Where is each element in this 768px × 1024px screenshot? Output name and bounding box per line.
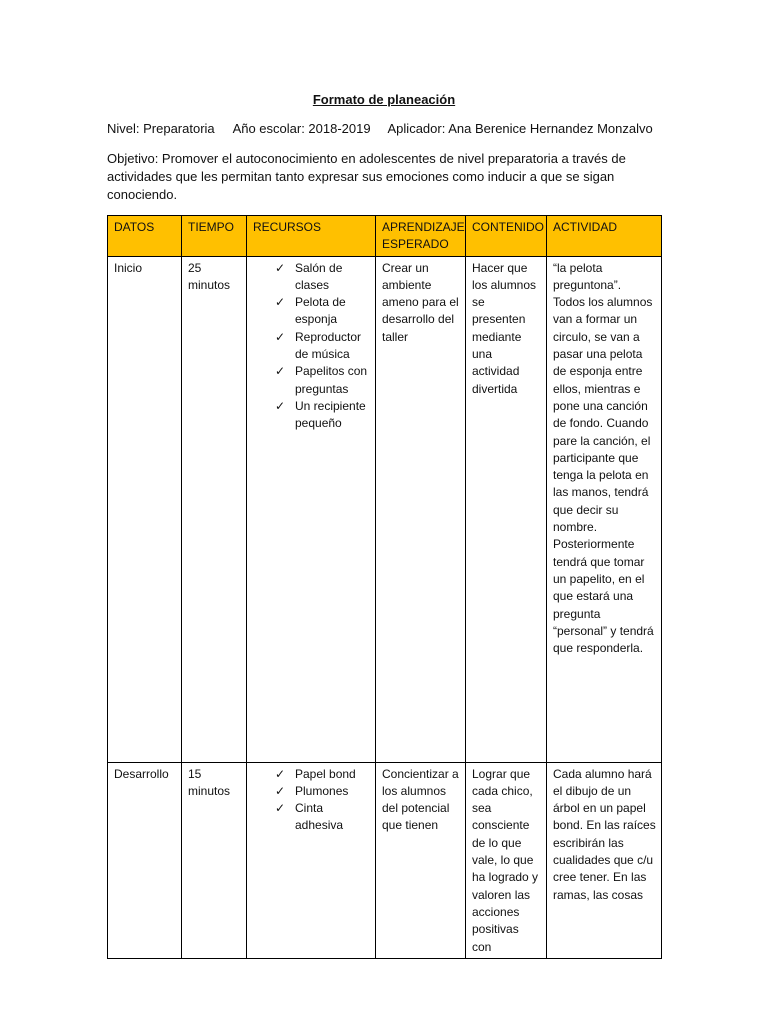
nivel-text: Nivel: Preparatoria bbox=[107, 121, 215, 136]
cell-datos: Inicio bbox=[108, 256, 182, 762]
recursos-list bbox=[253, 260, 370, 433]
header-tiempo: TIEMPO bbox=[182, 216, 247, 257]
cell-actividad: Cada alumno hará el dibujo de un árbol en un papel bond. En las raíces escribirán las cualidades que c/u cree tener. En las ramas, las cosas bbox=[547, 762, 662, 958]
checkmark-icon: ✓ bbox=[275, 364, 286, 379]
list-item bbox=[275, 800, 370, 835]
list-item-text: Cinta adhesiva bbox=[295, 801, 344, 833]
cell-contenido: Lograr que cada chico, sea consciente de lo que vale, lo que ha logrado y valoren las acciones positivas con bbox=[466, 762, 547, 958]
list-item bbox=[275, 329, 370, 364]
list-item-text: Reproductor de música bbox=[295, 329, 362, 362]
table-header-row bbox=[108, 216, 662, 257]
list-item-text: Un recipiente pequeño bbox=[295, 398, 366, 431]
cell-recursos bbox=[247, 762, 376, 958]
list-item-text: Pelota de esponja bbox=[295, 295, 346, 327]
anio-escolar-text: Año escolar: 2018-2019 bbox=[232, 121, 371, 136]
planning-table bbox=[107, 215, 662, 959]
list-item-text: Salón de clases bbox=[295, 260, 343, 292]
list-item bbox=[275, 294, 370, 329]
header-datos: DATOS bbox=[108, 216, 182, 257]
checkmark-icon: ✓ bbox=[275, 801, 286, 816]
cell-tiempo: 15 minutos bbox=[182, 762, 247, 958]
header-actividad: ACTIVIDAD bbox=[547, 216, 662, 257]
list-item bbox=[275, 766, 370, 783]
page-title-text: Formato de planeación bbox=[312, 92, 456, 107]
table-row-desarrollo bbox=[108, 762, 662, 958]
list-item bbox=[275, 260, 370, 295]
recursos-list bbox=[253, 766, 370, 835]
list-item-text: Papel bond bbox=[295, 766, 356, 781]
checkmark-icon: ✓ bbox=[275, 329, 286, 344]
list-item-text: Plumones bbox=[295, 783, 349, 798]
checkmark-icon: ✓ bbox=[275, 260, 286, 275]
objective-paragraph: Objetivo: Promover el autoconocimiento en adolescentes de nivel preparatoria a través de actividades que les permitan tanto expresar sus emociones como inducir a que se sigan conociendo. bbox=[107, 151, 626, 202]
list-item bbox=[275, 398, 370, 433]
info-line bbox=[107, 121, 653, 136]
list-item bbox=[275, 363, 370, 398]
header-recursos: RECURSOS bbox=[247, 216, 376, 257]
list-item-text: Papelitos con preguntas bbox=[295, 364, 368, 396]
cell-datos: Desarrollo bbox=[108, 762, 182, 958]
aplicador-text: Aplicador: Ana Berenice Hernandez Monzalvo bbox=[387, 121, 653, 136]
cell-recursos bbox=[247, 256, 376, 762]
cell-contenido: Hacer que los alumnos se presenten mediante una actividad divertida bbox=[466, 256, 547, 762]
cell-aprendizaje: Concientizar a los alumnos del potencial que tienen bbox=[376, 762, 466, 958]
header-aprendizaje-esperado: APRENDIZAJE ESPERADO bbox=[376, 216, 466, 257]
header-contenido: CONTENIDO bbox=[466, 216, 547, 257]
cell-aprendizaje: Crear un ambiente ameno para el desarrollo del taller bbox=[376, 256, 466, 762]
checkmark-icon: ✓ bbox=[275, 783, 286, 798]
checkmark-icon: ✓ bbox=[275, 295, 286, 310]
checkmark-icon: ✓ bbox=[275, 766, 286, 781]
list-item bbox=[275, 783, 370, 800]
checkmark-icon: ✓ bbox=[275, 398, 286, 413]
page-title bbox=[0, 92, 768, 107]
cell-tiempo: 25 minutos bbox=[182, 256, 247, 762]
cell-actividad: “la pelota preguntona”. Todos los alumnos van a formar un circulo, se van a pasar una pelota de esponja entre ellos, mientras e pone una canción de fondo. Cuando pare la canción, el participante que tenga la pelota en las manos, tendrá que decir su nombre. Posteriormente tendrá que tomar un papelito, en el que estará una pregunta “personal” y tendrá que responderla. bbox=[547, 256, 662, 762]
table-row-inicio bbox=[108, 256, 662, 762]
